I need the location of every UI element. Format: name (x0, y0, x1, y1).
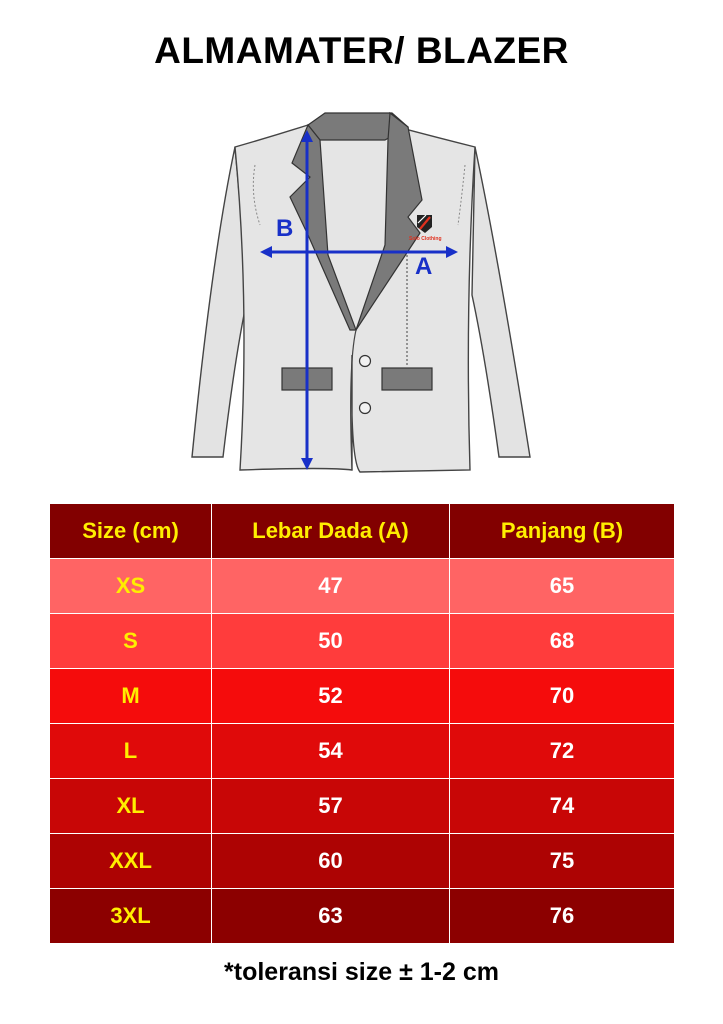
size-value: S (50, 614, 212, 669)
panjang-value: 70 (450, 669, 675, 724)
panjang-value: 74 (450, 779, 675, 834)
brand-logo-text: Solo Clothing (409, 236, 442, 242)
header-panjang: Panjang (B) (450, 504, 675, 559)
size-value: XS (50, 559, 212, 614)
table-row (50, 779, 675, 834)
table-row (50, 559, 675, 614)
table-row (50, 614, 675, 669)
header-lebar-dada: Lebar Dada (A) (212, 504, 450, 559)
table-row (50, 889, 675, 944)
size-chart-table (49, 503, 675, 944)
panjang-value: 68 (450, 614, 675, 669)
panjang-value: 65 (450, 559, 675, 614)
table-row (50, 724, 675, 779)
lebar-dada-value: 47 (212, 559, 450, 614)
table-body (50, 559, 675, 944)
panjang-value: 75 (450, 834, 675, 889)
lebar-dada-value: 63 (212, 889, 450, 944)
label-b: B (276, 215, 294, 242)
blazer-diagram (180, 105, 550, 485)
size-value: 3XL (50, 889, 212, 944)
header-size: Size (cm) (50, 504, 212, 559)
lebar-dada-value: 57 (212, 779, 450, 834)
table-header-row (50, 504, 675, 559)
lebar-dada-value: 50 (212, 614, 450, 669)
size-value: L (50, 724, 212, 779)
size-value: XXL (50, 834, 212, 889)
panjang-value: 72 (450, 724, 675, 779)
table-row (50, 669, 675, 724)
lebar-dada-value: 60 (212, 834, 450, 889)
size-value: M (50, 669, 212, 724)
label-a: A (415, 253, 433, 280)
blazer-illustration (180, 105, 550, 485)
lebar-dada-value: 54 (212, 724, 450, 779)
tolerance-note: *toleransi size ± 1-2 cm (224, 958, 499, 986)
lebar-dada-value: 52 (212, 669, 450, 724)
table-row (50, 834, 675, 889)
size-value: XL (50, 779, 212, 834)
panjang-value: 76 (450, 889, 675, 944)
page-title: ALMAMATER/ BLAZER (154, 30, 569, 71)
